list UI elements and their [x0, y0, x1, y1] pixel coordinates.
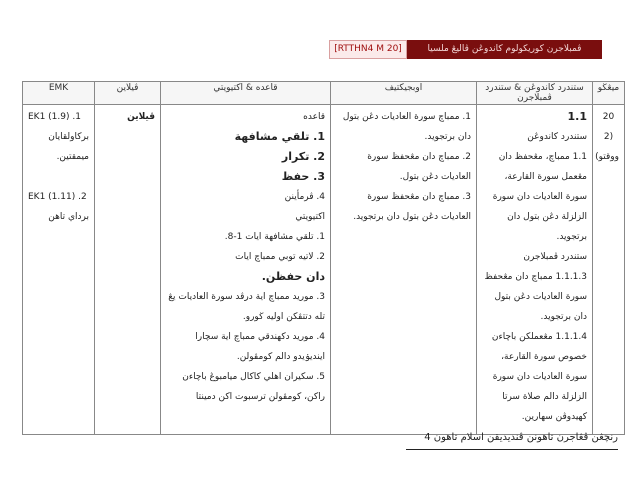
kaedah-line: 2. تکرار — [281, 150, 325, 163]
objective-item: 3. ممباچ دان مڠحفظ سورة العاديات دڠن بتول دان برتجويد. — [353, 192, 471, 222]
header-standard: ستندرد كاندوڠن & ستندرد ڤمبلاجرن — [477, 82, 593, 105]
header-kaedah: قاعده & اکتيويتي — [161, 82, 331, 105]
kaedah-line: 3. حفظ — [281, 170, 325, 183]
standard-item: 1.1.1.3 ممباچ دان مڠحفظ سورة العاديات دڠن بتول دان برتجويد. — [484, 272, 587, 322]
document-code: [RTTHN4 M 20] — [329, 40, 407, 59]
standard-item: ستندرد كاندوڠن — [527, 132, 587, 142]
header-banner — [329, 40, 602, 59]
kaedah-cell — [161, 105, 331, 435]
emk-item: برداي تاهن — [48, 212, 89, 222]
kaedah-line: 4. ڤرمأينن — [284, 192, 325, 202]
kaedah-line: 3. موريد ممباچ اية درڤد سورة العاديات يڠ تله دتتڤکن اوليه ڬورو. — [168, 292, 325, 322]
footer-caption — [406, 432, 618, 452]
emk-item: ميمقتين. — [56, 152, 89, 162]
header-kemahiran: ڤيلاين — [95, 82, 161, 105]
table-header-row — [23, 82, 625, 105]
kaedah-line: 2. لاتيه توبي ممباچ ايات — [235, 252, 325, 262]
banner-title: ڤمبلاجرن كوريکولوم كاندوڠن ڤاليڠ ملسيا — [407, 40, 602, 59]
objective-cell — [331, 105, 477, 435]
kaedah-line: اکتيويتي — [295, 212, 325, 222]
objective-item: 2. ممباچ دان مڠحفظ سورة العاديات دڠن بتول. — [367, 152, 471, 182]
objective-item: 1. ممباچ سورة العاديات دڠن بتول دان برتجويد. — [342, 112, 471, 142]
kaedah-line: 5. سکيران اهلي کاکال ميامبوڠ باچاءن راکن، کومڤولن ترسبوت اکن دمينتا — [182, 372, 325, 402]
header-objektif: اوبجيکتيف — [331, 82, 477, 105]
emk-item: EK1 (1.9) .1 — [28, 112, 81, 122]
emk-item: EK1 (1.11) .2 — [28, 192, 87, 202]
week-number: 20 — [602, 112, 615, 122]
emk-item: برکاولقايان — [48, 132, 89, 142]
standard-item: 1.1.1.4 مڠعملكن باچاءن خصوص سورة القارعة، سورة العاديات دان سورة الزلزلة دالم صلاة سرتا كهيدوڤن سهارين. — [491, 332, 587, 422]
footer-text: رنچڠن ڤڠاجرن تاهونن ڤنديديقن اسلام تاهون 4 — [424, 432, 618, 443]
table-row — [23, 105, 625, 435]
kaedah-line: 1. تلقي مشافهة — [234, 130, 325, 143]
standard-cell — [477, 105, 593, 435]
week-duration: (2 ووقتو) — [595, 132, 619, 162]
lesson-plan-table — [22, 81, 625, 435]
emk-item — [28, 167, 89, 187]
kaedah-line: 4. موريد دکهندقي ممباچ اية سچارا اينديۏيدو دالم کومڤولن. — [195, 332, 325, 362]
standard-item: 1.1 — [567, 110, 587, 123]
standard-item: 1.1 ممباچ، مڠحفظ دان مڠعمل سورة القارعة، سورة العاديات دان سورة الزلزلة دڠن بتول دان برتجويد. — [492, 152, 587, 242]
kemahiran-cell: ڤيلاين — [95, 105, 161, 435]
week-cell — [593, 105, 625, 435]
emk-cell — [23, 105, 95, 435]
kaedah-line: دان حفظن. — [261, 270, 325, 283]
standard-item: ستندرد ڤمبلاجرن — [523, 252, 587, 262]
header-minggu: ميڠڬو — [593, 82, 625, 105]
header-emk: EMK — [23, 82, 95, 105]
kaedah-line: قاعده — [303, 112, 325, 122]
footer-underline — [406, 449, 618, 450]
kaedah-line: 1. تلقي مشافهة ايات 1-8. — [224, 232, 325, 242]
